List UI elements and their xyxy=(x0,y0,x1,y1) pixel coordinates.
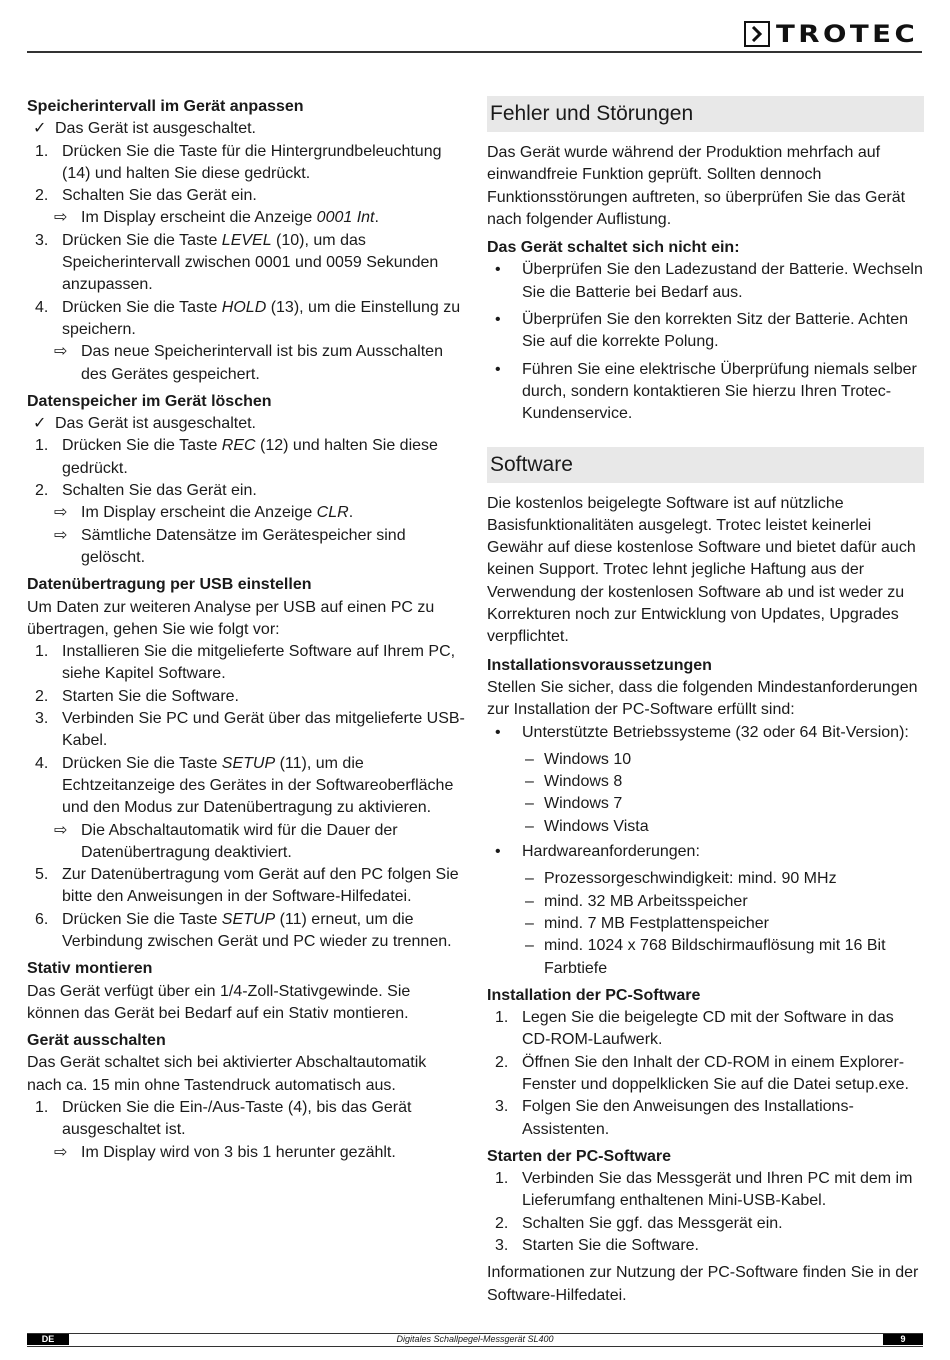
step-item: 3. Drücken Sie die Taste LEVEL (10), um das Speicherintervall zwischen 0001 und 0059 Sekunden anzupassen. xyxy=(35,231,439,294)
arrow-right-icon: ⇨ xyxy=(54,821,68,839)
brand-logo xyxy=(744,20,922,48)
section-title: Datenübertragung per USB einstellen xyxy=(27,576,312,594)
paragraph: Stellen Sie sicher, dass die folgenden Mindestanforderungen zur Installation der PC-Software erfüllt sind: xyxy=(487,678,918,719)
chapter-heading: Fehler und Störungen xyxy=(487,96,924,132)
section-title: Datenspeicher im Gerät löschen xyxy=(27,392,272,410)
step-item: 1. Legen Sie die beigelegte CD mit der Software in das CD-ROM-Laufwerk. xyxy=(495,1009,894,1049)
result-item: ⇨ Das neue Speicherintervall ist bis zum Ausschalten des Gerätes gespeichert. xyxy=(27,341,465,386)
step-item: 3. Starten Sie die Software. xyxy=(495,1237,699,1255)
page-footer xyxy=(27,1333,923,1347)
step-item: 2. Schalten Sie das Gerät ein. xyxy=(35,482,257,500)
step-item: 1. Drücken Sie die Taste für die Hintergrundbeleuchtung (14) und halten Sie diese gedrückt. xyxy=(35,142,442,182)
bullet-item: • Führen Sie eine elektrische Überprüfung niemals selber durch, sondern kontaktieren Sie hierzu Ihren Trotec-Kundenservice. xyxy=(495,360,917,423)
arrow-right-icon: ⇨ xyxy=(54,209,68,227)
step-item: 5. Zur Datenübertragung vom Gerät auf den PC folgen Sie bitte den Anweisungen in der Software-Hilfedatei. xyxy=(35,866,459,906)
result-item: ⇨ Sämtliche Datensätze im Gerätespeicher sind gelöscht. xyxy=(27,525,465,570)
section-title: Das Gerät schaltet sich nicht ein: xyxy=(487,239,740,257)
step-item: 2. Schalten Sie ggf. das Messgerät ein. xyxy=(495,1214,783,1232)
right-column xyxy=(487,96,924,1307)
result-item: ⇨ Im Display erscheint die Anzeige 0001 Int. xyxy=(27,207,465,229)
result-item: ⇨ Im Display wird von 3 bis 1 herunter gezählt. xyxy=(27,1142,465,1164)
step-item: 1. Installieren Sie die mitgelieferte Software auf Ihrem PC, siehe Kapitel Software. xyxy=(35,643,456,683)
result-item: ⇨ Die Abschaltautomatik wird für die Dauer der Datenübertragung deaktiviert. xyxy=(27,820,465,865)
os-item: – Windows 10 xyxy=(525,750,632,768)
precondition-item: ✓ Das Gerät ist ausgeschaltet. xyxy=(33,120,256,138)
step-item: 2. Schalten Sie das Gerät ein. xyxy=(35,187,257,205)
step-item: 4. Drücken Sie die Taste HOLD (13), um die Einstellung zu speichern. xyxy=(35,298,461,338)
arrow-right-icon: ⇨ xyxy=(54,526,68,544)
os-item: – Windows Vista xyxy=(525,817,649,835)
paragraph: Das Gerät wurde während der Produktion mehrfach auf einwandfreie Funktion geprüft. Sollten dennoch Funktionsstörungen auftreten, so überprüfen Sie das Gerät nach folgender Auflistung. xyxy=(487,144,906,228)
section-title: Installation der PC-Software xyxy=(487,986,701,1004)
page-number: 9 xyxy=(883,1334,923,1345)
footer-title: Digitales Schallpegel-Messgerät SL400 xyxy=(396,1334,554,1344)
section-title: Installationsvoraussetzungen xyxy=(487,656,712,674)
hw-item: – mind. 1024 x 768 Bildschirmauflösung mit 16 Bit Farbtiefe xyxy=(525,937,886,977)
step-item: 4. Drücken Sie die Taste SETUP (11), um die Echtzeitanzeige des Gerätes in der Softwareoberfläche und den Modus zur Datenübertragung zu aktivieren. xyxy=(35,754,454,817)
bullet-item: • Überprüfen Sie den Ladezustand der Batterie. Wechseln Sie die Batterie bei Bedarf aus. xyxy=(495,261,923,301)
precondition-item: ✓ Das Gerät ist ausgeschaltet. xyxy=(33,415,256,433)
os-item: – Windows 7 xyxy=(525,795,623,813)
step-item: 1. Drücken Sie die Taste REC (12) und halten Sie diese gedrückt. xyxy=(35,437,438,477)
chapter-heading: Software xyxy=(487,447,924,483)
section-title: Stativ montieren xyxy=(27,960,153,978)
step-item: 1. Verbinden Sie das Messgerät und Ihren PC mit dem im Lieferumfang enthaltenen Mini-USB-Kabel. xyxy=(495,1170,913,1210)
arrow-right-icon: ⇨ xyxy=(54,504,68,522)
os-item: – Windows 8 xyxy=(525,773,623,791)
bullet-item: • Unterstützte Betriebssysteme (32 oder 64 Bit-Version): xyxy=(495,723,909,741)
paragraph: Um Daten zur weiteren Analyse per USB auf einen PC zu übertragen, gehen Sie wie folgt vor: xyxy=(27,598,435,638)
logo-chevron-icon xyxy=(744,21,770,47)
language-badge: DE xyxy=(27,1334,69,1345)
section-title: Speicherintervall im Gerät anpassen xyxy=(27,98,304,115)
step-item: 6. Drücken Sie die Taste SETUP (11) erneut, um die Verbindung zwischen Gerät und PC wieder zu trennen. xyxy=(35,910,452,950)
left-column xyxy=(27,96,465,1164)
paragraph: Das Gerät schaltet sich bei aktivierter Abschaltautomatik nach ca. 15 min ohne Tastendruck automatisch aus. xyxy=(27,1054,427,1094)
arrow-right-icon: ⇨ xyxy=(54,1143,68,1161)
header-divider xyxy=(27,51,922,53)
hw-item: – Prozessorgeschwindigkeit: mind. 90 MHz xyxy=(525,870,837,888)
step-item: 3. Verbinden Sie PC und Gerät über das mitgelieferte USB-Kabel. xyxy=(35,710,465,750)
section-title: Gerät ausschalten xyxy=(27,1032,166,1050)
result-item: ⇨ Im Display erscheint die Anzeige CLR. xyxy=(27,502,465,524)
hw-item: – mind. 32 MB Arbeitsspeicher xyxy=(525,892,748,910)
paragraph: Das Gerät verfügt über ein 1/4-Zoll-Stativgewinde. Sie können das Gerät bei Bedarf auf ein Stativ montieren. xyxy=(27,982,411,1022)
bullet-item: • Überprüfen Sie den korrekten Sitz der Batterie. Achten Sie auf die korrekte Polung. xyxy=(495,311,908,351)
arrow-right-icon: ⇨ xyxy=(54,343,68,361)
section-title: Starten der PC-Software xyxy=(487,1147,672,1165)
hw-item: – mind. 7 MB Festplattenspeicher xyxy=(525,914,769,932)
brand-name: TROTEC xyxy=(776,20,919,48)
step-item: 1. Drücken Sie die Ein-/Aus-Taste (4), bis das Gerät ausgeschaltet ist. xyxy=(35,1099,412,1139)
bullet-item: • Hardwareanforderungen: xyxy=(495,843,700,861)
paragraph: Informationen zur Nutzung der PC-Software finden Sie in der Software-Hilfedatei. xyxy=(487,1264,919,1304)
step-item: 2. Öffnen Sie den Inhalt der CD-ROM in einem Explorer-Fenster und doppelklicken Sie auf die Datei setup.exe. xyxy=(495,1053,909,1093)
paragraph: Die kostenlos beigelegte Software ist auf nützliche Basisfunktionalitäten ausgelegt. Trotec leistet keinerlei Gewähr auf diese kostenlose Software und bietet dafür auch keinen Support. Trotec lehnt jegliche Haftung aus der Verwendung der kostenlosen Software ab und ist weder zu Korrekturen noch zur Entwicklung von Updates, Upgrades verpflichtet. xyxy=(487,494,916,646)
step-item: 2. Starten Sie die Software. xyxy=(35,687,239,705)
step-item: 3. Folgen Sie den Anweisungen des Installations-Assistenten. xyxy=(495,1098,854,1138)
